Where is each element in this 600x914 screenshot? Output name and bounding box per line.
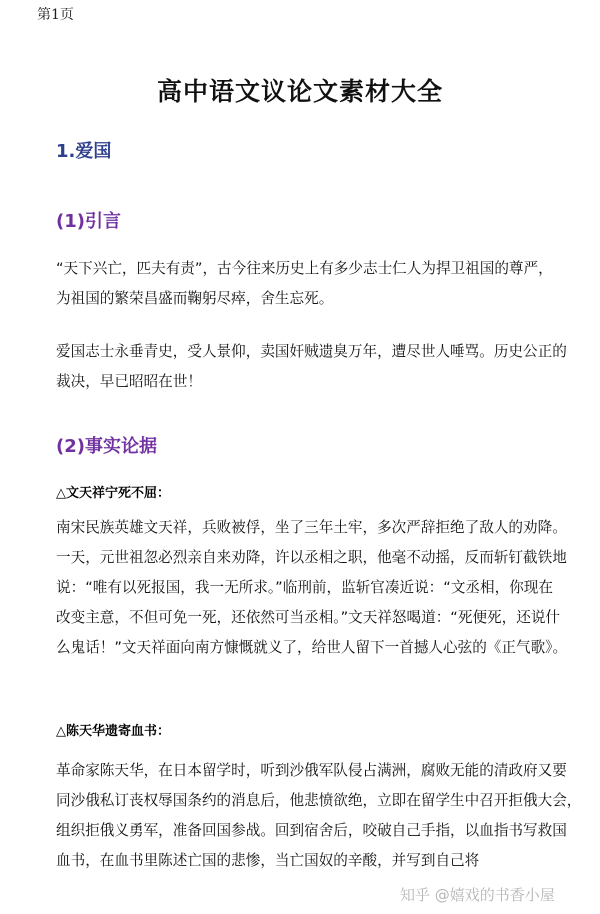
text-line: 血书，在血书里陈述亡国的悲惨，当亡国奴的辛酸，并写到自己将 xyxy=(56,852,480,869)
text-line: 革命家陈天华，在日本留学时，听到沙俄军队侵占满洲，腐败无能的清政府又要 xyxy=(56,762,567,779)
section-heading-patriotism: 1.爱国 xyxy=(56,141,112,162)
text-line: 爱国志士永垂青史，受人景仰，卖国奸贼遗臭万年，遭尽世人唾骂。历史公正的 xyxy=(56,343,567,360)
intro-paragraph-2 xyxy=(56,337,567,397)
subheading-introduction: (1)引言 xyxy=(56,211,121,232)
evidence-paragraph-wen-tianxiang xyxy=(56,513,568,663)
document-title: 高中语文议论文素材大全 xyxy=(156,77,443,106)
text-line: 组织拒俄义勇军，准备回国参战。回到宿舍后，咬破自己手指，以血指书写救国 xyxy=(56,822,567,839)
text-line: 改变主意，不但可免一死，还依然可当丞相。”文天祥怒喝道：“死便死，还说什 xyxy=(56,609,561,626)
text-line: 为祖国的繁荣昌盛而鞠躬尽瘁，舍生忘死。 xyxy=(56,290,334,307)
subheading-factual-evidence: (2)事实论据 xyxy=(56,436,157,457)
evidence-paragraph-chen-tianhua xyxy=(56,756,582,876)
page-number-label: 第1页 xyxy=(37,7,74,23)
text-line: 说：“唯有以死报国，我一无所求。”临刑前，监斩官凑近说：“文丞相，你现在 xyxy=(56,579,553,596)
text-line: 南宋民族英雄文天祥，兵败被俘，坐了三年土牢，多次严辞拒绝了敌人的劝降。 xyxy=(56,519,567,536)
intro-paragraph-1 xyxy=(56,254,562,314)
text-line: 裁决，早已昭昭在世！ xyxy=(56,373,202,390)
evidence-title-wen-tianxiang: △文天祥宁死不屈： xyxy=(56,486,170,501)
text-line: “天下兴亡，匹夫有责”，古今往来历史上有多少志士仁人为捍卫祖国的尊严， xyxy=(56,260,553,277)
text-line: 么鬼话！”文天祥面向南方慷慨就义了，给世人留下一首撼人心弦的《正气歌》。 xyxy=(56,639,568,656)
zhihu-watermark: 知乎 @嬉戏的书香小屋 xyxy=(400,886,555,904)
text-line: 一天，元世祖忽必烈亲自来劝降，许以丞相之职，他毫不动摇，反而斩钉截铁地 xyxy=(56,549,567,566)
evidence-title-chen-tianhua: △陈天华遗寄血书： xyxy=(56,724,170,739)
text-line: 同沙俄私订丧权辱国条约的消息后，他悲愤欲绝，立即在留学生中召开拒俄大会， xyxy=(56,792,582,809)
